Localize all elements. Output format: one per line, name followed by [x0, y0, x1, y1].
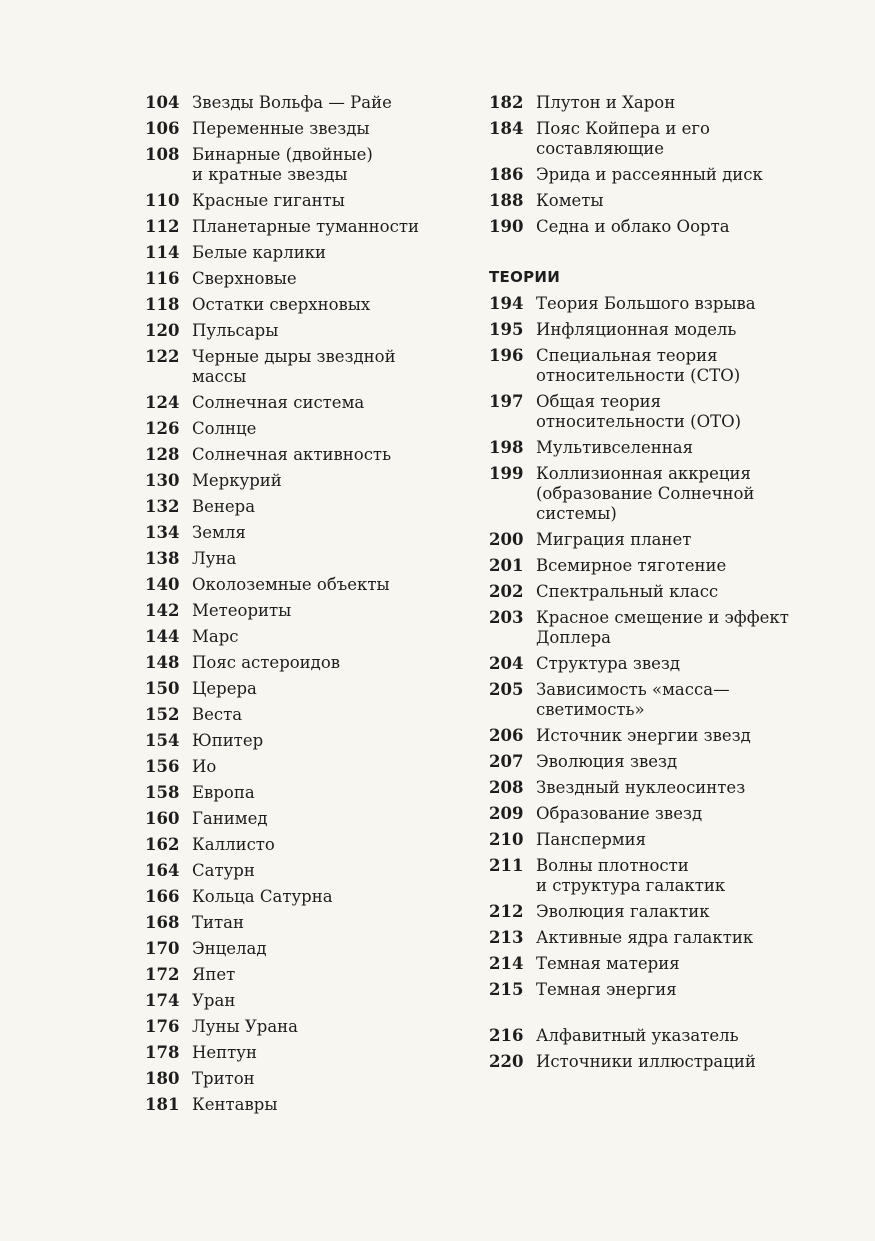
toc-entry [489, 530, 809, 550]
entry-title: Мультивселенная [536, 438, 693, 457]
entry-title: Седна и облако Оорта [536, 217, 730, 236]
entry-title: Япет [192, 965, 236, 984]
entry-title: Белые карлики [192, 243, 327, 262]
toc-entry [145, 991, 475, 1011]
entry-title: Нептун [192, 1043, 257, 1062]
entry-title: Земля [192, 523, 246, 542]
page-number: 174 [145, 991, 180, 1010]
page-number: 168 [145, 913, 180, 932]
page-number: 196 [489, 346, 524, 365]
toc-entry [489, 980, 809, 1000]
toc-entry [489, 93, 809, 113]
toc-entry [145, 601, 475, 621]
page-number: 205 [489, 680, 524, 699]
toc-entry [489, 654, 809, 674]
entry-title: Красное смещение и эффект Доплера [536, 608, 789, 647]
page-number: 160 [145, 809, 180, 828]
toc-right-top-list [489, 93, 809, 237]
toc-entry [145, 887, 475, 907]
toc-entry [145, 705, 475, 725]
page-number: 203 [489, 608, 524, 627]
toc-entry [145, 575, 475, 595]
entry-title: Красные гиганты [192, 191, 345, 210]
entry-title: Тритон [192, 1069, 255, 1088]
toc-entry [145, 679, 475, 699]
entry-title: Темная энергия [536, 980, 677, 999]
page-number: 215 [489, 980, 524, 999]
page-number: 108 [145, 145, 180, 164]
toc-entry [145, 809, 475, 829]
page-number: 148 [145, 653, 180, 672]
toc-entry [489, 320, 809, 340]
toc-entry [489, 608, 809, 648]
toc-entry [145, 321, 475, 341]
page-number: 200 [489, 530, 524, 549]
page-number: 210 [489, 830, 524, 849]
toc-entry [145, 965, 475, 985]
page-number: 197 [489, 392, 524, 411]
page-number: 134 [145, 523, 180, 542]
entry-title: Переменные звезды [192, 119, 370, 138]
page-number: 216 [489, 1026, 524, 1045]
toc-entry [145, 1069, 475, 1089]
page-number: 114 [145, 243, 180, 262]
entry-title: Эрида и рассеянный диск [536, 165, 763, 184]
toc-entry [145, 939, 475, 959]
page-number: 138 [145, 549, 180, 568]
page-number: 164 [145, 861, 180, 880]
page-number: 144 [145, 627, 180, 646]
page-number: 202 [489, 582, 524, 601]
page-number: 207 [489, 752, 524, 771]
page-number: 182 [489, 93, 524, 112]
toc-entry [489, 119, 809, 159]
page-number: 106 [145, 119, 180, 138]
page-number: 128 [145, 445, 180, 464]
entry-title: Плутон и Харон [536, 93, 676, 112]
entry-title: Кентавры [192, 1095, 278, 1114]
toc-entry [145, 445, 475, 465]
page-number: 188 [489, 191, 524, 210]
toc-entry [489, 726, 809, 746]
page-number: 194 [489, 294, 524, 313]
page-number: 116 [145, 269, 180, 288]
page-number: 132 [145, 497, 180, 516]
toc-entry [145, 191, 475, 211]
entry-title: Кометы [536, 191, 604, 210]
toc-entry [489, 1026, 809, 1046]
toc-entry [489, 680, 809, 720]
entry-title: Околоземные объекты [192, 575, 390, 594]
page-number: 162 [145, 835, 180, 854]
entry-title: Меркурий [192, 471, 282, 490]
page-number: 172 [145, 965, 180, 984]
toc-entry [145, 523, 475, 543]
page-number: 170 [145, 939, 180, 958]
toc-entry [145, 913, 475, 933]
page-number: 142 [145, 601, 180, 620]
toc-entry [489, 582, 809, 602]
page-number: 213 [489, 928, 524, 947]
page-number: 201 [489, 556, 524, 575]
entry-title: Кольца Сатурна [192, 887, 333, 906]
page-number: 214 [489, 954, 524, 973]
entry-title: Источник энергии звезд [536, 726, 751, 745]
page-number: 199 [489, 464, 524, 483]
toc-entry [489, 902, 809, 922]
entry-title: Европа [192, 783, 255, 802]
toc-entry [145, 757, 475, 777]
page-number: 118 [145, 295, 180, 314]
toc-entry [145, 653, 475, 673]
entry-title: Церера [192, 679, 257, 698]
entry-title: Спектральный класс [536, 582, 719, 601]
page-number: 211 [489, 856, 524, 875]
toc-entry [145, 549, 475, 569]
page-number: 178 [145, 1043, 180, 1062]
page-number: 140 [145, 575, 180, 594]
entry-title: Структура звезд [536, 654, 681, 673]
page-number: 212 [489, 902, 524, 921]
toc-left-column [145, 93, 475, 1121]
section-heading-theories: ТЕОРИИ [489, 268, 561, 286]
entry-title: Луны Урана [192, 1017, 299, 1036]
toc-entry [145, 835, 475, 855]
toc-entry [489, 191, 809, 211]
toc-entry [145, 627, 475, 647]
toc-entry [145, 1043, 475, 1063]
toc-entry [145, 1017, 475, 1037]
page-number: 176 [145, 1017, 180, 1036]
entry-title: Активные ядра галактик [536, 928, 754, 947]
entry-title: Панспермия [536, 830, 647, 849]
entry-title: Бинарные (двойные) и кратные звезды [192, 145, 373, 184]
page-number: 124 [145, 393, 180, 412]
page-number: 184 [489, 119, 524, 138]
page-number: 208 [489, 778, 524, 797]
section-gap [489, 1006, 809, 1026]
page-number: 204 [489, 654, 524, 673]
toc-entry [489, 1052, 809, 1072]
entry-title: Всемирное тяготение [536, 556, 727, 575]
toc-entry [489, 804, 809, 824]
entry-title: Эволюция звезд [536, 752, 678, 771]
toc-entry [489, 392, 809, 432]
entry-title: Черные дыры звездной массы [192, 347, 396, 386]
toc-entry [145, 731, 475, 751]
entry-title: Луна [192, 549, 237, 568]
toc-entry [489, 830, 809, 850]
entry-title: Зависимость «масса— светимость» [536, 680, 730, 719]
toc-entry [145, 783, 475, 803]
toc-entry [145, 243, 475, 263]
entry-title: Энцелад [192, 939, 267, 958]
page-number: 209 [489, 804, 524, 823]
entry-title: Коллизионная аккреция (образование Солнечной системы) [536, 464, 755, 523]
page-number: 156 [145, 757, 180, 776]
page-number: 195 [489, 320, 524, 339]
toc-entry [145, 269, 475, 289]
page-number: 158 [145, 783, 180, 802]
toc-entry [489, 165, 809, 185]
entry-title: Ио [192, 757, 217, 776]
toc-entry [145, 861, 475, 881]
toc-entry [145, 419, 475, 439]
page-number: 150 [145, 679, 180, 698]
page-number: 112 [145, 217, 180, 236]
entry-title: Алфавитный указатель [536, 1026, 739, 1045]
page-number: 181 [145, 1095, 180, 1114]
page-number: 130 [145, 471, 180, 490]
page-number: 110 [145, 191, 180, 210]
page-number: 190 [489, 217, 524, 236]
page-number: 152 [145, 705, 180, 724]
toc-entry [489, 778, 809, 798]
toc-entry [489, 856, 809, 896]
page-number: 206 [489, 726, 524, 745]
entry-title: Эволюция галактик [536, 902, 710, 921]
toc-entry [489, 294, 809, 314]
entry-title: Каллисто [192, 835, 275, 854]
entry-title: Уран [192, 991, 236, 1010]
toc-appendix-list [489, 1026, 809, 1072]
toc-entry [145, 497, 475, 517]
page-number: 198 [489, 438, 524, 457]
entry-title: Веста [192, 705, 243, 724]
page-number: 122 [145, 347, 180, 366]
page-number: 186 [489, 165, 524, 184]
page-number: 166 [145, 887, 180, 906]
toc-entry [145, 1095, 475, 1115]
toc-entry [145, 347, 475, 387]
toc-entry [145, 295, 475, 315]
entry-title: Звездный нуклеосинтез [536, 778, 746, 797]
entry-title: Волны плотности и структура галактик [536, 856, 726, 895]
toc-entry [145, 471, 475, 491]
toc-entry [489, 752, 809, 772]
entry-title: Юпитер [192, 731, 264, 750]
entry-title: Солнце [192, 419, 257, 438]
toc-entry [489, 556, 809, 576]
page-number: 126 [145, 419, 180, 438]
toc-entry [145, 217, 475, 237]
toc-entry [489, 217, 809, 237]
toc-entry [145, 393, 475, 413]
toc-entry [489, 954, 809, 974]
page-number: 154 [145, 731, 180, 750]
page-number: 104 [145, 93, 180, 112]
page-number: 220 [489, 1052, 524, 1071]
entry-title: Инфляционная модель [536, 320, 737, 339]
entry-title: Венера [192, 497, 256, 516]
entry-title: Остатки сверхновых [192, 295, 371, 314]
entry-title: Специальная теория относительности (СТО) [536, 346, 741, 385]
toc-entry [145, 119, 475, 139]
entry-title: Метеориты [192, 601, 292, 620]
entry-title: Теория Большого взрыва [536, 294, 756, 313]
entry-title: Сверхновые [192, 269, 297, 288]
entry-title: Звезды Вольфа — Райе [192, 93, 392, 112]
toc-entry [489, 928, 809, 948]
entry-title: Темная материя [536, 954, 680, 973]
toc-right-column [489, 93, 809, 1078]
toc-entry [489, 346, 809, 386]
entry-title: Пульсары [192, 321, 279, 340]
toc-entry [489, 438, 809, 458]
entry-title: Пояс Койпера и его составляющие [536, 119, 710, 158]
entry-title: Планетарные туманности [192, 217, 419, 236]
toc-theories-list [489, 294, 809, 1000]
entry-title: Миграция планет [536, 530, 692, 549]
entry-title: Общая теория относительности (ОТО) [536, 392, 742, 431]
entry-title: Марс [192, 627, 239, 646]
page-number: 180 [145, 1069, 180, 1088]
entry-title: Солнечная активность [192, 445, 392, 464]
entry-title: Солнечная система [192, 393, 365, 412]
entry-title: Источники иллюстраций [536, 1052, 756, 1071]
toc-entry [145, 93, 475, 113]
entry-title: Пояс астероидов [192, 653, 341, 672]
entry-title: Титан [192, 913, 244, 932]
page-number: 120 [145, 321, 180, 340]
entry-title: Сатурн [192, 861, 255, 880]
entry-title: Образование звезд [536, 804, 703, 823]
toc-entry [489, 464, 809, 524]
toc-entry [145, 145, 475, 185]
entry-title: Ганимед [192, 809, 268, 828]
